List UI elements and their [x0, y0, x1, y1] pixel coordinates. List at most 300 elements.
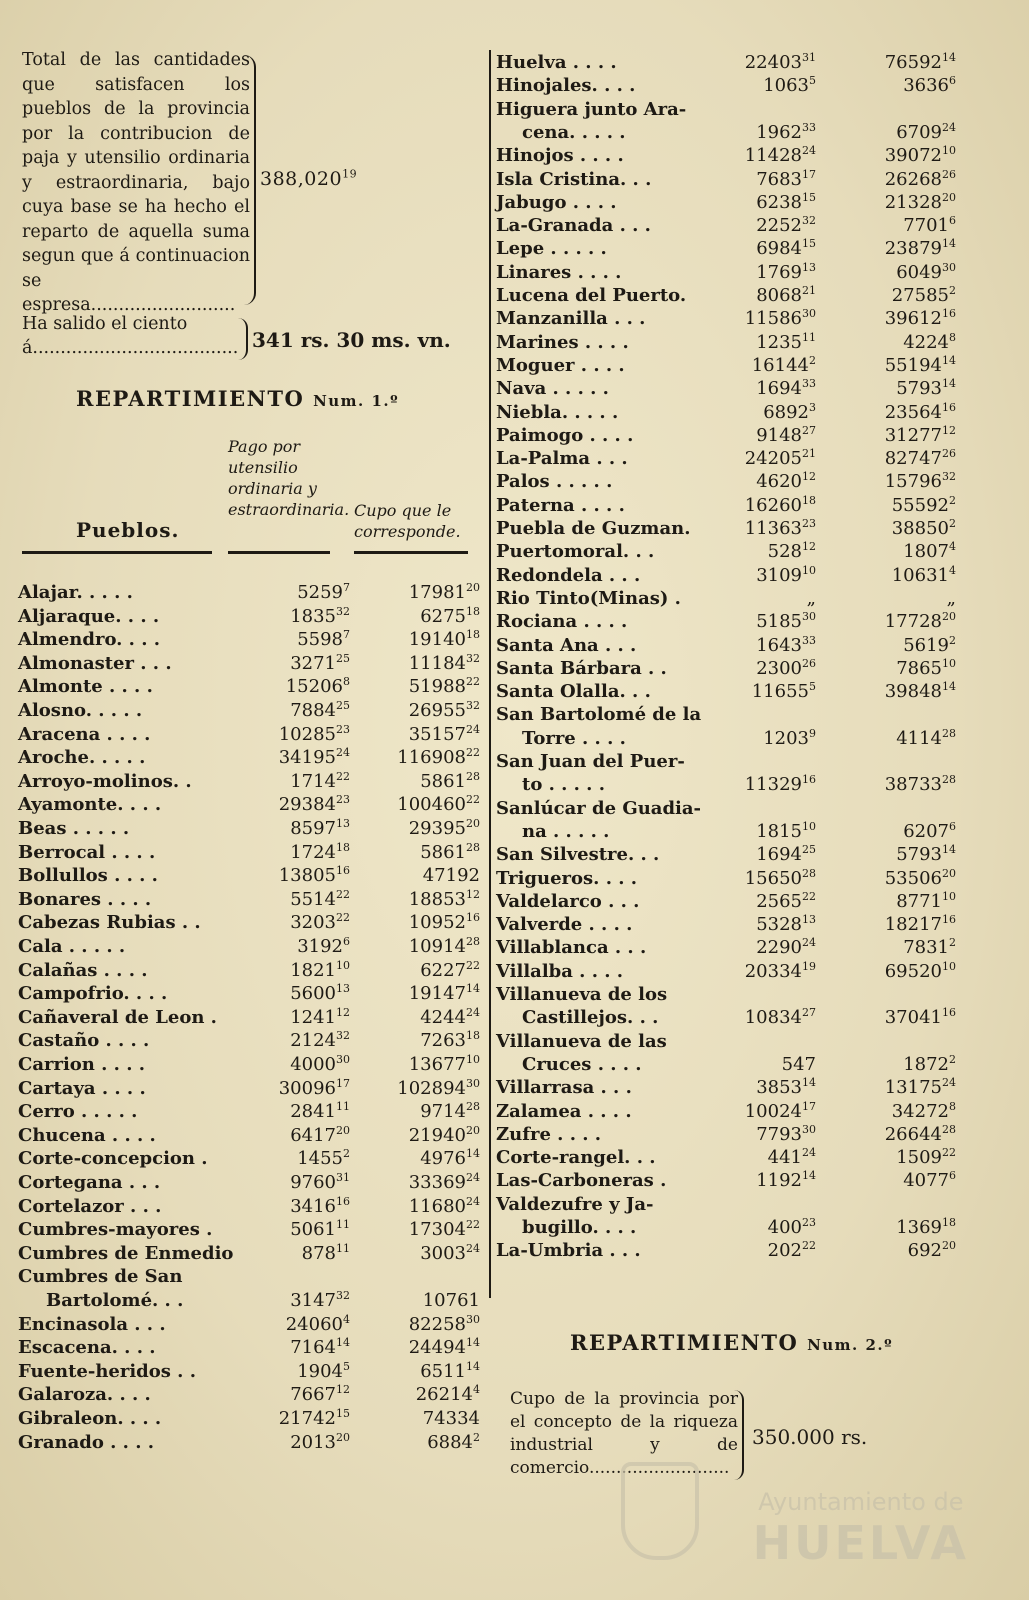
pago-amount: 1694 [756, 844, 802, 866]
cupo-fraction: 24 [466, 1194, 480, 1208]
pago-amount: 1724 [290, 841, 336, 863]
table-row [496, 1124, 976, 1147]
cupo-value [420, 1101, 480, 1122]
pago-amount: 1192 [756, 1170, 802, 1192]
pago-amount: 11655 [751, 681, 809, 703]
pago-amount: 5061 [290, 1219, 336, 1241]
cupo-value [409, 1196, 480, 1217]
cupo-amount: 5793 [896, 844, 942, 866]
pago-amount: 1769 [756, 261, 802, 283]
pago-value [763, 728, 816, 749]
cupo-amount: 4077 [903, 1170, 949, 1192]
pueblo-name: Santa Ana . . . [496, 634, 637, 656]
pago-value [297, 1148, 350, 1169]
pago-fraction: 7 [343, 628, 350, 642]
cupo-fraction: 20 [466, 581, 480, 594]
pago-value [290, 1384, 350, 1405]
pago-fraction: 14 [802, 1076, 816, 1090]
pago-value [756, 914, 816, 935]
pago-amount: 441 [767, 1147, 802, 1169]
pago-amount: 2013 [290, 1431, 336, 1453]
cupo-amount: 3636 [903, 75, 949, 97]
table-row [18, 1432, 480, 1456]
pueblo-name: Santa Bárbara . . [496, 657, 667, 679]
cupo-amount: 17981 [408, 582, 466, 603]
cupo-fraction: 20 [466, 817, 480, 830]
pago-value [286, 1314, 350, 1335]
cupo-amount: 82258 [408, 1313, 466, 1335]
table-row [18, 865, 480, 889]
pago-fraction: 13 [802, 260, 816, 274]
pueblo-name: Nava . . . . . [496, 378, 609, 400]
table-row [496, 681, 976, 704]
pueblo-name: Hinojales. . . . [496, 75, 636, 97]
cupo-value [885, 868, 956, 889]
pago-value [290, 960, 350, 981]
table-row [18, 936, 480, 960]
pueblo-name: Valdelarco . . . [496, 890, 640, 912]
cupo-fraction: 18 [466, 604, 480, 618]
cupo-amount: 1369 [896, 1217, 942, 1238]
pueblo-name: Corte-rangel. . . [496, 1147, 656, 1169]
cupo-amount: 27585 [891, 285, 949, 306]
pago-fraction: 3 [809, 400, 816, 414]
table-row [496, 471, 976, 494]
cupo-amount: 1509 [896, 1147, 942, 1169]
cupo-fraction: 14 [942, 680, 956, 694]
table-row [18, 582, 480, 606]
pago-fraction: 33 [802, 633, 816, 647]
pago-amount: 1694 [756, 378, 802, 400]
pueblo-name: Villarrasa . . . [496, 1077, 632, 1099]
pago-value [745, 961, 816, 982]
pueblo-name: Hinojos . . . . [496, 145, 624, 167]
cupo-value [892, 285, 956, 306]
pago-value [290, 1125, 350, 1146]
cupo-amount: 55194 [884, 354, 942, 376]
pago-value [756, 821, 816, 842]
cupo-value [885, 169, 956, 190]
rep2-text: Cupo de la provincia por el concepto de la riqueza industrial y de comercio.......................... [510, 1389, 738, 1478]
pago-amount: 9148 [756, 424, 802, 446]
cupo-value [397, 794, 480, 815]
col-pueblos-header: Pueblos. [76, 518, 180, 542]
pueblo-name: Cumbres-mayores . [18, 1219, 213, 1241]
cupo-fraction: 32 [466, 699, 480, 712]
pago-value [756, 565, 816, 586]
table-row [496, 285, 976, 308]
table-row [18, 912, 480, 936]
cupo-fraction: 14 [942, 51, 956, 64]
watermark-line2: HUELVA [752, 1516, 969, 1570]
pueblo-name: Aroche. . . . . [18, 747, 146, 769]
pago-fraction: 10 [802, 819, 816, 833]
pueblo-name: La-Palma . . . [496, 448, 628, 470]
cupo-value [409, 1337, 480, 1358]
table-row [496, 774, 976, 797]
pago-fraction: 13 [336, 982, 350, 996]
table-row [18, 1078, 480, 1102]
rep1-title: REPARTIMIENTO [76, 386, 305, 411]
col-pago-header: Pago por utensilio ordinaria y estraordinaria. [228, 437, 350, 519]
pueblo-name: Galaroza. . . . [18, 1384, 151, 1406]
cupo-fraction: 2 [949, 493, 956, 507]
table-row [18, 1290, 480, 1314]
cupo-fraction: 6 [949, 214, 956, 228]
pueblo-name: Puebla de Guzman. [496, 518, 691, 539]
pago-fraction: 32 [336, 604, 350, 618]
pago-amount: 13805 [278, 865, 336, 887]
cupo-value [423, 1290, 480, 1311]
table-row [496, 1217, 976, 1240]
cupo-amount: 3003 [420, 1242, 466, 1264]
pueblo-name: Jabugo . . . . [496, 191, 617, 213]
pago-amount: 7884 [290, 700, 336, 721]
pago-fraction: 20 [336, 1123, 350, 1137]
table-row [18, 983, 480, 1007]
cupo-fraction: 22 [942, 1146, 956, 1160]
cupo-amount: 26644 [884, 1123, 942, 1145]
cupo-value [409, 1314, 480, 1335]
cupo-value [420, 1030, 480, 1051]
pago-amount: 2300 [756, 657, 802, 679]
pago-fraction: 28 [802, 866, 816, 880]
cupo-value [903, 635, 956, 656]
pago-fraction: 2 [809, 353, 816, 367]
pago-value [297, 582, 350, 603]
pago-amount: 1235 [756, 331, 802, 353]
pago-amount: 1241 [290, 1006, 336, 1028]
pago-amount: 1203 [763, 727, 809, 749]
pago-value [756, 425, 816, 446]
cupo-amount: 69520 [884, 960, 942, 982]
pago-amount: 3192 [297, 936, 343, 957]
pago-fraction: 14 [802, 1169, 816, 1183]
cupo-amount: 4224 [903, 331, 949, 353]
table-row [18, 842, 480, 866]
cupo-fraction: 22 [466, 746, 480, 760]
pago-fraction: 6 [343, 935, 350, 948]
pago-value [745, 495, 816, 516]
pueblo-name: Bartolomé. . . [46, 1290, 184, 1311]
pueblo-name: to . . . . . [522, 774, 605, 796]
pago-value [745, 1101, 816, 1122]
cupo-value [885, 1124, 956, 1145]
pago-value [756, 192, 816, 213]
cupo-value [885, 52, 956, 73]
pago-amount: 2252 [756, 215, 802, 237]
cupo-fraction: 10 [942, 144, 956, 158]
cupo-amount: 35157 [408, 723, 466, 745]
table-row [18, 747, 480, 771]
cupo-value [885, 192, 956, 213]
pago-fraction: 30 [802, 307, 816, 321]
table-row [496, 238, 976, 261]
intro-total [260, 168, 357, 190]
cupo-amount: 19140 [408, 629, 466, 651]
pago-amount: 21742 [278, 1408, 336, 1429]
table-row [496, 99, 976, 122]
pago-amount: 4620 [756, 471, 802, 493]
table-row [496, 611, 976, 634]
pueblo-name: Villablanca . . . [496, 937, 647, 959]
pago-amount: 16260 [744, 494, 802, 516]
pago-fraction: 17 [802, 167, 816, 181]
cupo-value [420, 771, 480, 792]
pago-fraction: 31 [802, 51, 816, 64]
pueblo-name: Villanueva de las [496, 1030, 667, 1052]
table-row [496, 122, 976, 145]
pago-fraction: 11 [336, 1100, 350, 1114]
pago-amount: 1835 [290, 605, 336, 627]
pago-fraction: 10 [802, 563, 816, 577]
cupo-value [427, 1432, 480, 1453]
table-row [496, 704, 976, 727]
table-row [18, 1101, 480, 1125]
cupo-fraction: 16 [942, 1006, 956, 1020]
pago-amount: 3416 [290, 1195, 336, 1217]
table-row [18, 1337, 480, 1361]
cupo-fraction: 18 [942, 1216, 956, 1229]
pago-value [763, 75, 816, 96]
cupo-value [397, 747, 480, 768]
cupo-value [409, 889, 480, 910]
pueblo-name: cena. . . . . [522, 121, 626, 143]
pueblo-name: Cala . . . . . [18, 936, 126, 957]
pago-value [756, 169, 816, 190]
cupo-fraction: 32 [942, 470, 956, 484]
table-row [496, 984, 976, 1007]
cupo-value [885, 238, 956, 259]
cupo-value [409, 818, 480, 839]
cupo-value [885, 425, 956, 446]
pueblo-name: Villanueva de los [496, 984, 668, 1005]
table-row [496, 1007, 976, 1030]
pago-fraction: 7 [343, 581, 350, 594]
pueblo-name: Torre . . . . [522, 727, 626, 749]
cupo-fraction: 10 [466, 1053, 480, 1066]
cupo-value [409, 1125, 480, 1146]
pago-value [279, 1078, 350, 1099]
cupo-fraction: 6 [949, 1169, 956, 1183]
cupo-amount: 33369 [408, 1172, 466, 1193]
pago-amount: 29384 [278, 794, 336, 816]
cupo-fraction: 26 [942, 447, 956, 461]
cupo-amount: 39612 [884, 308, 942, 330]
pago-value [290, 842, 350, 863]
cupo-value [885, 1077, 956, 1098]
table-row [18, 818, 480, 842]
cupo-fraction: 10 [942, 656, 956, 670]
pueblo-name: Cortegana . . . [18, 1172, 161, 1193]
cupo-amount: 26955 [408, 700, 466, 721]
pueblo-name: Alajar. . . . . [18, 582, 133, 603]
cupo-fraction: 24 [942, 120, 956, 134]
pueblo-name: na . . . . . [522, 820, 610, 842]
cupo-fraction: 14 [466, 1359, 480, 1373]
pago-amount: 5185 [756, 611, 802, 633]
cupo-amount: 21940 [408, 1124, 466, 1146]
cupo-fraction: 28 [466, 769, 480, 783]
pago-fraction: 5 [809, 74, 816, 88]
table-row [496, 565, 976, 588]
table-row [496, 495, 976, 518]
cupo-value [420, 960, 480, 981]
pueblo-name: Cumbres de Enmedio [18, 1242, 234, 1264]
cupo-value [420, 1148, 480, 1169]
cupo-value [903, 937, 956, 958]
pueblo-name: Castaño . . . . [18, 1030, 150, 1052]
cupo-value [885, 308, 956, 329]
watermark-line1: Ayuntamiento de [758, 1488, 964, 1516]
pago-amount: 10834 [744, 1007, 802, 1029]
pueblo-name: Lepe . . . . . [496, 238, 607, 260]
pago-amount: 11428 [744, 145, 802, 167]
table-row [18, 1408, 480, 1432]
pago-amount: 3853 [756, 1077, 802, 1099]
table-row [496, 961, 976, 984]
pago-value [745, 1007, 816, 1028]
header-rule-pueblos [22, 551, 212, 554]
pago-amount: 24060 [285, 1313, 343, 1335]
pago-value [756, 891, 816, 912]
pueblo-name: Arroyo-molinos. . [18, 770, 192, 792]
pago-fraction: 32 [802, 214, 816, 228]
pueblo-name: Gibraleon. . . . [18, 1408, 162, 1429]
cupo-fraction: 14 [942, 353, 956, 367]
cupo-amount: 5793 [896, 378, 942, 400]
pueblo-name: Huelva . . . . [496, 52, 617, 73]
cupo-amount: 24494 [408, 1337, 466, 1359]
pueblo-name: Bonares . . . . [18, 888, 152, 910]
cupo-amount: 55592 [891, 494, 949, 516]
cupo-fraction: 16 [942, 913, 956, 927]
table-row [496, 402, 976, 425]
pago-fraction: 17 [336, 1076, 350, 1090]
cupo-amount: 5861 [420, 770, 466, 792]
cupo-value [903, 332, 956, 353]
pago-amount: 11329 [744, 774, 802, 796]
cupo-fraction: 20 [942, 190, 956, 204]
pago-fraction: 33 [802, 120, 816, 134]
pago-fraction: 26 [802, 656, 816, 670]
pago-fraction: 18 [336, 840, 350, 854]
cupo-fraction: 8 [949, 330, 956, 344]
cupo-value [420, 1361, 480, 1382]
pueblo-name: Paterna . . . . [496, 494, 625, 516]
cupo-fraction: 2 [473, 1430, 480, 1444]
cupo-fraction: 16 [942, 307, 956, 321]
cupo-value [420, 606, 480, 627]
pago-fraction: 23 [336, 793, 350, 807]
pago-amount: 5259 [297, 582, 343, 603]
pueblo-name: Higuera junto Ara- [496, 98, 687, 120]
pago-fraction: 13 [336, 817, 350, 830]
cupo-amount: 6884 [427, 1431, 473, 1453]
pago-fraction: 2 [343, 1147, 350, 1161]
cupo-fraction: 12 [466, 887, 480, 901]
table-row [496, 332, 976, 355]
pueblo-name: Fuente-heridos . . [18, 1360, 196, 1382]
pago-fraction: 22 [802, 1239, 816, 1253]
cupo-amount: 17304 [408, 1219, 466, 1241]
table-row [18, 1243, 480, 1267]
pueblo-name: San Silvestre. . . [496, 844, 660, 866]
table-row [18, 676, 480, 700]
pueblo-name: Alosno. . . . . [18, 700, 143, 721]
cupo-value [423, 865, 480, 886]
pago-fraction: 23 [802, 517, 816, 530]
cupo-fraction: 14 [942, 843, 956, 857]
table-row [18, 724, 480, 748]
pago-amount: 7793 [756, 1123, 802, 1145]
pueblo-name: Bollullos . . . . [18, 865, 158, 887]
pago-fraction: 20 [336, 1430, 350, 1444]
cupo-value [885, 774, 956, 795]
pago-fraction: 5 [343, 1359, 350, 1373]
cupo-amount: 7263 [420, 1030, 466, 1052]
pueblo-name: Encinasola . . . [18, 1313, 166, 1335]
intro-total-sup: 19 [342, 167, 358, 181]
cupo-value [409, 653, 480, 674]
pago-amount: 10285 [278, 723, 336, 745]
pueblo-name: San Bartolomé de la [496, 704, 702, 726]
cupo-fraction: 14 [466, 982, 480, 996]
cupo-value [409, 1219, 480, 1240]
pueblo-name: Trigueros. . . . [496, 867, 638, 889]
table-row [18, 1007, 480, 1031]
pueblo-name: Zalamea . . . . [496, 1100, 632, 1122]
pueblo-name: Paimogo . . . . [496, 424, 634, 446]
pago-fraction: 10 [336, 958, 350, 972]
pago-value [768, 1217, 816, 1238]
cupo-fraction: 14 [466, 1147, 480, 1161]
pago-fraction: 5 [809, 680, 816, 694]
pueblo-name: Linares . . . . [496, 261, 622, 283]
pueblo-name: Ayamonte. . . . [18, 794, 162, 816]
cupo-fraction: 30 [466, 1312, 480, 1326]
cupo-amount: 47192 [422, 865, 480, 887]
cupo-fraction: 2 [949, 1052, 956, 1066]
cupo-fraction: 6 [949, 819, 956, 833]
table-row [496, 541, 976, 564]
pago-value [290, 983, 350, 1004]
cupo-value [947, 588, 956, 609]
pago-fraction: 13 [802, 913, 816, 927]
table-row [496, 169, 976, 192]
pueblo-name: Rio Tinto(Minas) . [496, 587, 681, 609]
pueblo-name: Lucena del Puerto. [496, 285, 687, 306]
cupo-amount: 6227 [420, 959, 466, 981]
pago-amount: 5598 [297, 629, 343, 651]
pago-fraction: 16 [336, 1194, 350, 1208]
pago-fraction: 30 [802, 1122, 816, 1136]
cupo-amount: 19147 [408, 983, 466, 1005]
pueblo-name: Moguer . . . . [496, 354, 625, 376]
cupo-fraction: 12 [942, 423, 956, 437]
table-row [496, 192, 976, 215]
pago-fraction: 15 [802, 237, 816, 251]
table-row [18, 960, 480, 984]
pago-amount: 10024 [744, 1100, 802, 1122]
cupo-amount: 34272 [891, 1100, 949, 1122]
pago-value [752, 681, 816, 702]
pueblo-name: Beas . . . . . [18, 818, 130, 839]
pago-amount: 5514 [290, 888, 336, 910]
cupo-amount: 10914 [408, 936, 466, 957]
pago-fraction: 32 [336, 1029, 350, 1043]
cupo-fraction: 2 [949, 284, 956, 297]
